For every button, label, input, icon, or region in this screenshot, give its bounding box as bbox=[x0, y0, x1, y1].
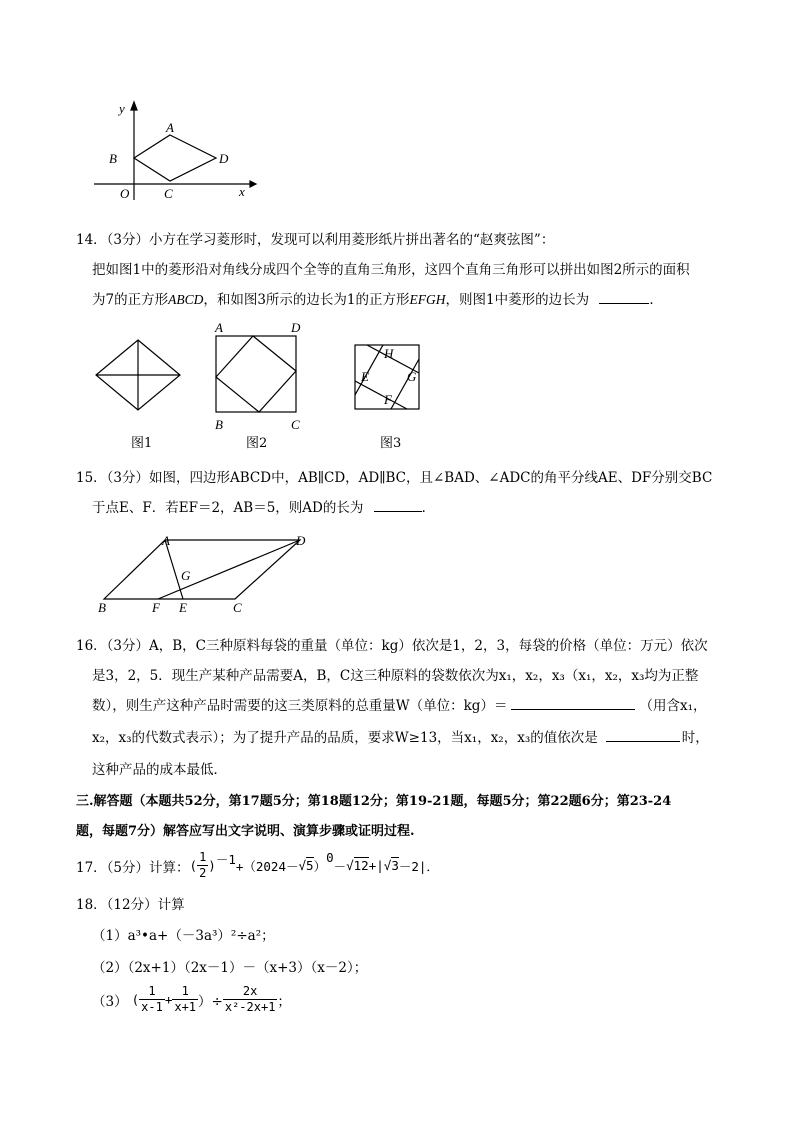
q18-p3-frac2 bbox=[172, 984, 198, 1015]
q15-end: ． bbox=[421, 500, 436, 516]
figure-q15-parallelogram bbox=[100, 535, 310, 603]
label-a: A bbox=[166, 120, 174, 135]
q17-frac-den: 2 bbox=[199, 866, 207, 880]
q18-p3-f3-num: 2x bbox=[223, 984, 278, 1000]
q15-line2-text: 于点E、F．若EF＝2，AB＝5，则AD的长为 bbox=[92, 500, 364, 516]
q16-line4 bbox=[92, 726, 709, 746]
caption-fig2: 图2 bbox=[246, 436, 268, 451]
q15-label-g: G bbox=[181, 568, 191, 583]
figure-q14-fig1 bbox=[92, 335, 184, 415]
fig2-label-b: B bbox=[215, 417, 223, 432]
label-y: y bbox=[119, 101, 125, 116]
q16-line1: 16．（3分）A，B，C三种原料每袋的重量（单位：kg）依次是1，2，3，每袋的价格（单位：万元）依次 bbox=[76, 638, 708, 654]
q15-line1: 15．（3分）如图，四边形ABCD中，AB∥CD，AD∥BC，且∠BAD、∠ADC的角平分线AE、DF分别交BC bbox=[76, 470, 713, 486]
q15-label-f: F bbox=[152, 600, 160, 615]
fig3-label-h: H bbox=[384, 346, 394, 361]
fig2-label-a: A bbox=[215, 320, 223, 335]
fig3-label-f: F bbox=[384, 392, 392, 407]
q18-p3-f1-num: 1 bbox=[139, 984, 165, 1000]
q14-answer-blank[interactable] bbox=[599, 303, 649, 304]
q17-sqrt5: √5 bbox=[298, 858, 314, 873]
q18-p3-plus: + bbox=[164, 992, 173, 1007]
q18-head: 18．（12分）计算 bbox=[76, 897, 185, 913]
section3-line2: 题，每题7分）解答应写出文字说明、演算步骤或证明过程. bbox=[76, 824, 415, 839]
section3-line1: 三.解答题（本题共52分，第17题5分；第18题12分；第19-21题，每题5分；第22题6分；第23-24 bbox=[76, 794, 672, 809]
fig2-label-c: C bbox=[291, 417, 300, 432]
q18-part2: （2）（2x+1）（2x－1）－（x+3）（x－2）； bbox=[92, 960, 368, 976]
q14-end: ． bbox=[649, 292, 663, 308]
label-x: x bbox=[239, 184, 245, 199]
q18-part3-label: （3） bbox=[92, 993, 128, 1010]
q17-sqrt3: √3 bbox=[383, 858, 399, 873]
label-d: D bbox=[219, 151, 229, 166]
q14-line1: 把如图1中的菱形沿对角线分成四个全等的直角三角形，这四个直角三角形可以拼出如图2所示的面积 bbox=[92, 262, 690, 278]
label-b: B bbox=[109, 151, 117, 166]
q17-exp-neg1: －1 bbox=[215, 852, 236, 867]
q14-line2 bbox=[92, 288, 663, 308]
q17-minus: － bbox=[333, 858, 347, 874]
fig2-label-d: D bbox=[291, 320, 301, 335]
q16-line3 bbox=[92, 694, 706, 714]
figure-q14-fig2 bbox=[214, 334, 298, 414]
q16-line3-a: 数），则生产这种产品时需要的这三类原料的总重量W（单位：kg）＝ bbox=[92, 698, 508, 714]
q18-p3-end: ； bbox=[277, 993, 291, 1010]
q18-p3-paren: ( bbox=[131, 992, 140, 1007]
q17-mid: +（2024－ bbox=[235, 858, 299, 874]
q17-frac-num: 1 bbox=[199, 850, 207, 864]
q17-paren-open: ( bbox=[189, 858, 198, 873]
caption-fig1: 图1 bbox=[131, 436, 153, 451]
q16-line2: 是3，2，5．现生产某种产品需要A，B，C这三种原料的袋数依次为x₁，x₂，x₃（x₁，x₂，x₃均为正整 bbox=[92, 668, 699, 684]
q15-line2 bbox=[92, 496, 435, 516]
q17-sqrt3-arg: 3 bbox=[391, 858, 399, 873]
q16-line5: 这种产品的成本最低． bbox=[92, 762, 227, 778]
q18-part3 bbox=[92, 984, 291, 1015]
q15-label-e: E bbox=[179, 600, 187, 615]
q17-line bbox=[76, 850, 439, 881]
q14-line2-c: ，和如图3所示的边长为1的正方形 bbox=[203, 292, 410, 308]
fig3-label-g: G bbox=[407, 369, 417, 384]
q17-tail: －2|． bbox=[398, 858, 439, 874]
q16-line3-b: （用含x₁， bbox=[639, 698, 707, 714]
q18-p3-div: ）÷ bbox=[198, 993, 223, 1010]
q18-p3-f1-den: x-1 bbox=[141, 1000, 163, 1014]
q14-abcd: ABCD bbox=[168, 292, 204, 307]
caption-fig3: 图3 bbox=[380, 436, 402, 451]
q18-part1: （1）a³•a+（－3a³）²÷a²； bbox=[92, 928, 275, 944]
q15-label-d: D bbox=[296, 533, 306, 548]
q15-label-b: B bbox=[98, 600, 106, 615]
q18-p3-f3-den: x²-2x+1 bbox=[224, 1000, 276, 1014]
q17-fraction bbox=[197, 850, 208, 881]
q17-plus: +| bbox=[368, 858, 384, 873]
q17-sqrt12-arg: 12 bbox=[353, 858, 369, 873]
q17-exp-0: 0 bbox=[326, 850, 334, 865]
q14-line2-e: ，则图1中菱形的边长为 bbox=[445, 292, 590, 308]
q17-prefix: 17．（5分）计算： bbox=[76, 859, 190, 876]
q15-answer-blank[interactable] bbox=[374, 511, 422, 512]
label-c: C bbox=[164, 186, 173, 201]
q18-p3-f2-num: 1 bbox=[172, 984, 198, 1000]
q18-p3-frac3 bbox=[223, 984, 278, 1015]
y-axis-arrow bbox=[131, 102, 137, 110]
rhombus-abcd bbox=[134, 135, 216, 181]
label-o: O bbox=[120, 186, 130, 201]
q16-line4-b: 时， bbox=[681, 730, 709, 746]
q17-paren-close: ) bbox=[208, 858, 216, 873]
q14-line2-a: 为7的正方形 bbox=[92, 292, 169, 308]
q18-p3-f2-den: x+1 bbox=[174, 1000, 197, 1014]
q14-efgh: EFGH bbox=[409, 292, 446, 307]
q16-answer-blank-1[interactable] bbox=[511, 709, 635, 710]
q15-label-c: C bbox=[233, 600, 242, 615]
q14-head: 14．（3分）小方在学习菱形时，发现可以利用菱形纸片拼出著名的“赵爽弦图”： bbox=[76, 232, 555, 248]
q17-close: ） bbox=[313, 858, 327, 874]
q16-answer-blank-2[interactable] bbox=[606, 741, 680, 742]
q15-label-a: A bbox=[162, 533, 170, 548]
q16-line4-a: x₂，x₃的代数式表示）；为了提升产品的品质，要求W≥13，当x₁，x₂，x₃的值依次是 bbox=[92, 730, 598, 746]
q17-sqrt5-arg: 5 bbox=[306, 858, 314, 873]
q17-sqrt12: √12 bbox=[346, 858, 369, 873]
q18-p3-frac1 bbox=[139, 984, 165, 1015]
x-axis-arrow bbox=[250, 181, 256, 187]
fig3-label-e: E bbox=[361, 369, 369, 384]
